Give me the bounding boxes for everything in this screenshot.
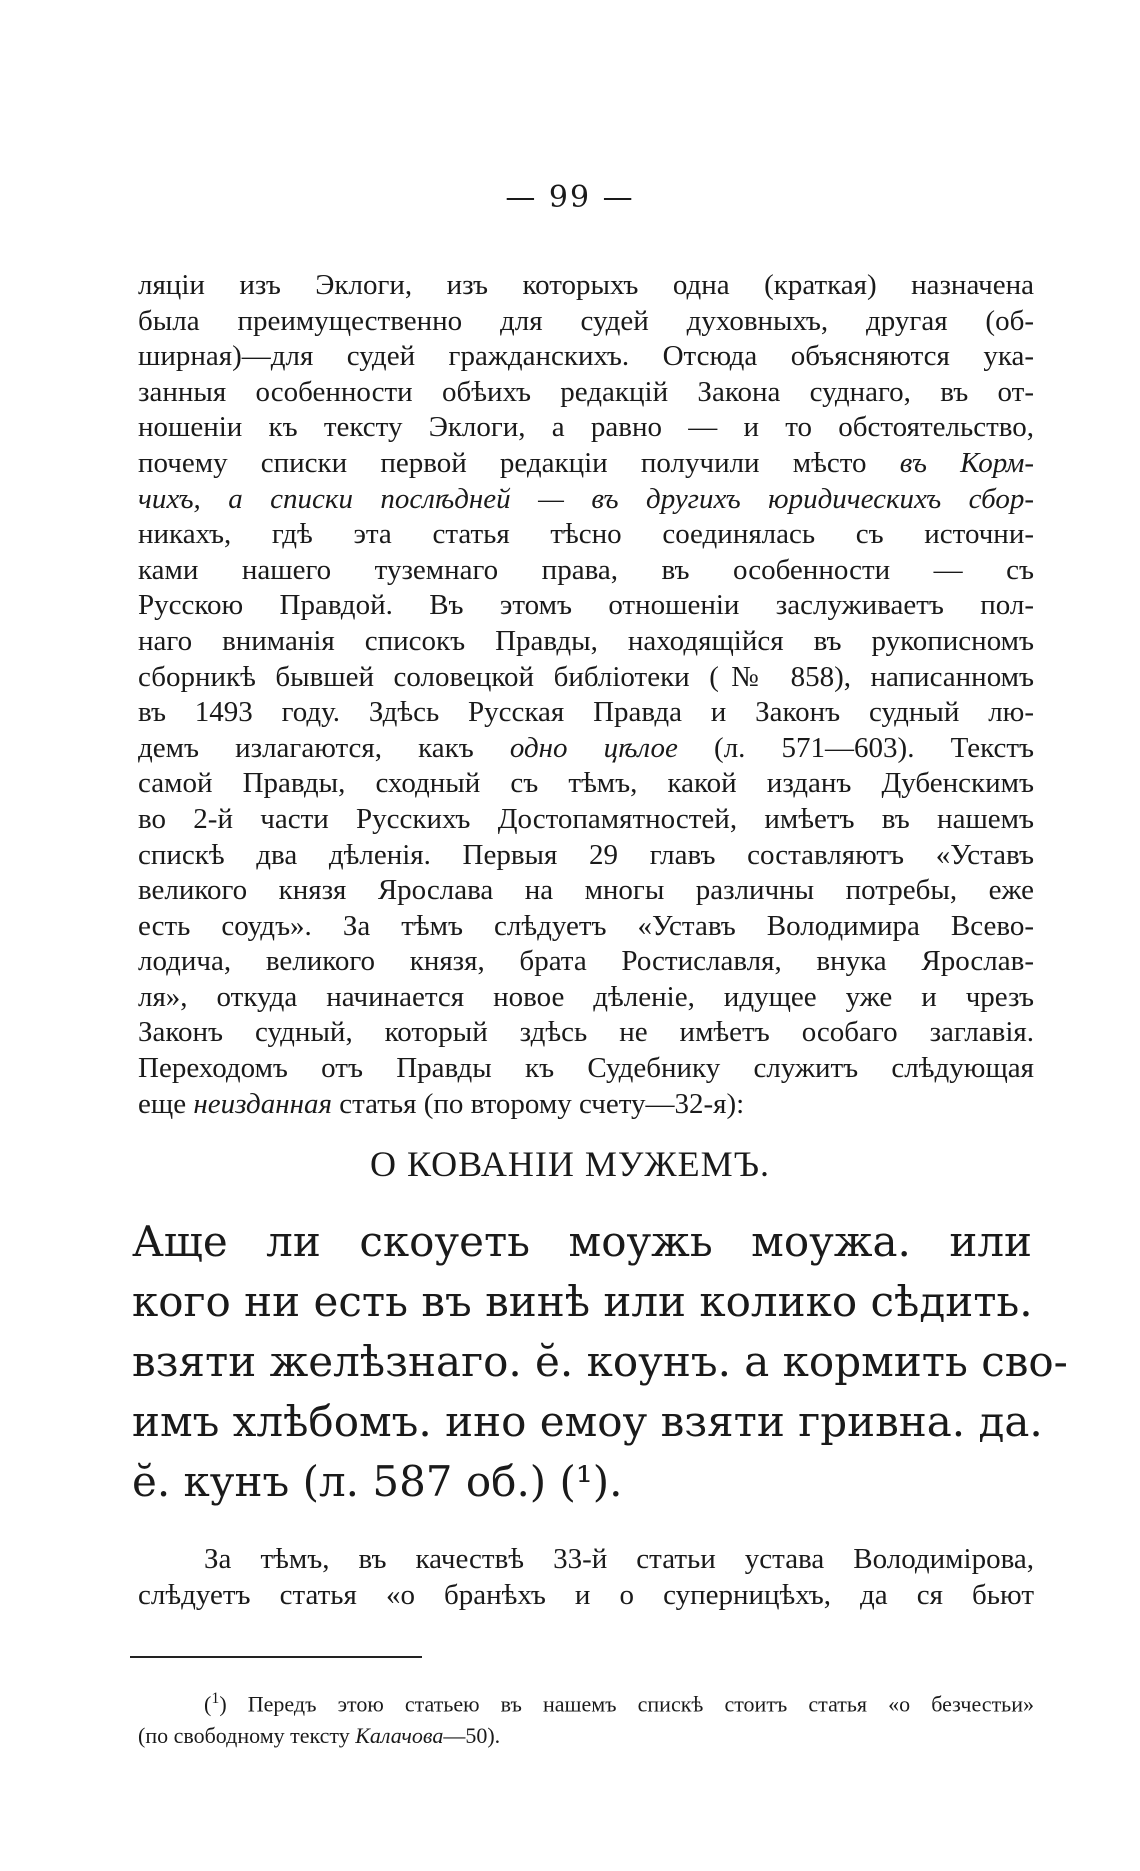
body-line-13: въ 1493 году. Здѣсь Русская Правда и Законъ судный лю- [138, 696, 1034, 729]
old-text-line-5: ӗ. кунъ (л. 587 об.) (¹). [132, 1457, 623, 1506]
footnote-number: 1 [211, 1690, 220, 1707]
body-line-7-text: чихъ, а списки послѣдней — въ другихъ юридическихъ сбор- [138, 482, 1034, 515]
page-number: — 99 — [505, 180, 635, 215]
footnote-divider [130, 1656, 422, 1658]
body-line-3: ширная)—для судей гражданскихъ. Отсюда объясняются ука- [138, 340, 1034, 373]
footnote-line-1: ($^1$) Передъ этою статьею въ нашемъ спискѣ стоитъ статья «о безчестьи» [204, 1690, 1034, 1717]
footnote-line-2-suffix: —50). [443, 1723, 501, 1749]
old-text-line-4: имъ хлѣбомъ. ино емоу взяти гривна. да. [132, 1397, 1043, 1446]
old-text-line-3: взяти желѣзнаго. ӗ. коунъ. а кормить сво- [132, 1337, 1068, 1386]
body-line-24-tail: статья (по второму счету—32-я): [339, 1087, 745, 1120]
body-line-7 [138, 482, 1034, 518]
body-line-14-text: демъ излагаются, какъ [138, 731, 474, 764]
body-line-8: никахъ, гдѣ эта статья тѣсно соединялась съ источни- [138, 518, 1034, 551]
body-line-11: наго вниманія списокъ Правды, находящійся въ рукописномъ [138, 624, 1034, 657]
body-line-14 [138, 731, 1034, 767]
body-line-15: самой Правды, сходный съ тѣмъ, какой изданъ Дубенскимъ [138, 767, 1034, 800]
body-line-17: спискѣ два дѣленія. Первыя 29 главъ составляютъ «Уставъ [138, 838, 1034, 871]
body-line-24 [138, 1087, 1034, 1123]
footnote [138, 1683, 1034, 1752]
body-line-14-tail: (л. 571—603). Текстъ [714, 731, 1034, 764]
footnote-author: Калачова [355, 1723, 444, 1749]
body-line-20: лодича, великого князя, брата Ростиславля, внука Ярослав- [138, 945, 1034, 978]
body-line-21: ля», откуда начинается новое дѣленіе, идущее уже и чрезъ [138, 980, 1034, 1013]
body-line-12: сборникѣ бывшей соловецкой библіотеки (№ 858), написанномъ [138, 660, 1034, 693]
continuation-line-1: За тѣмъ, въ качествѣ 33-й статьи устава Володимірова, [204, 1543, 1034, 1575]
footnote-line-2 [138, 1720, 1034, 1752]
body-line-5: ношеніи къ тексту Эклоги, а равно — и то обстоятельство, [138, 411, 1034, 444]
continuation-text [138, 1541, 1034, 1613]
italic-neizdannaya: неизданная [193, 1087, 332, 1120]
body-line-23: Переходомъ отъ Правды къ Судебнику служитъ слѣдующая [138, 1052, 1034, 1085]
body-line-19: есть соудъ». За тѣмъ слѣдуетъ «Уставъ Володимира Всево- [138, 909, 1034, 942]
old-text-line-1: Аще ли скоуеть моужь моужа. или [132, 1217, 1032, 1266]
old-text-line-2: кого ни есть въ винѣ или колико сѣдить. [132, 1277, 1033, 1326]
body-line-6-text: почему списки первой редакціи получили мѣсто [138, 446, 867, 479]
italic-v-korm: въ Корм- [899, 446, 1035, 479]
body-text [138, 268, 1034, 1122]
body-line-6 [138, 446, 1034, 482]
old-russian-quote [132, 1212, 1068, 1512]
body-line-24-text: еще [138, 1087, 187, 1120]
body-line-1: ляціи изъ Эклоги, изъ которыхъ одна (краткая) назначена [138, 269, 1034, 301]
continuation-line-2: слѣдуетъ статья «о бранѣхъ и о суперницѣхъ, да ся бьют [138, 1579, 1034, 1611]
body-line-2: была преимущественно для судей духовныхъ, другая (об- [138, 304, 1034, 337]
body-line-22: Законъ судный, который здѣсь не имѣетъ особаго заглавія. [138, 1016, 1034, 1049]
body-line-10: Русскою Правдой. Въ этомъ отношеніи заслуживаетъ пол- [138, 589, 1034, 622]
footnote-line-1-text: Передъ этою статьею въ нашемъ спискѣ стоитъ статья «о безчестьи» [247, 1691, 1034, 1717]
section-heading: О КОВАНІИ МУЖЕМЪ. [369, 1144, 770, 1184]
body-line-18: великого князя Ярослава на многы различны потребы, еже [138, 874, 1034, 907]
body-line-9: ками нашего туземнаго права, въ особенности — съ [138, 553, 1034, 586]
body-line-4: занныя особенности обѣихъ редакцій Закона суднаго, въ от- [138, 375, 1034, 408]
body-line-16: во 2-й части Русскихъ Достопамятностей, имѣетъ въ нашемъ [138, 802, 1034, 835]
italic-odno-tseloe: одно цѣлое [509, 731, 678, 764]
footnote-line-2-prefix: (по свободному тексту [138, 1723, 356, 1749]
